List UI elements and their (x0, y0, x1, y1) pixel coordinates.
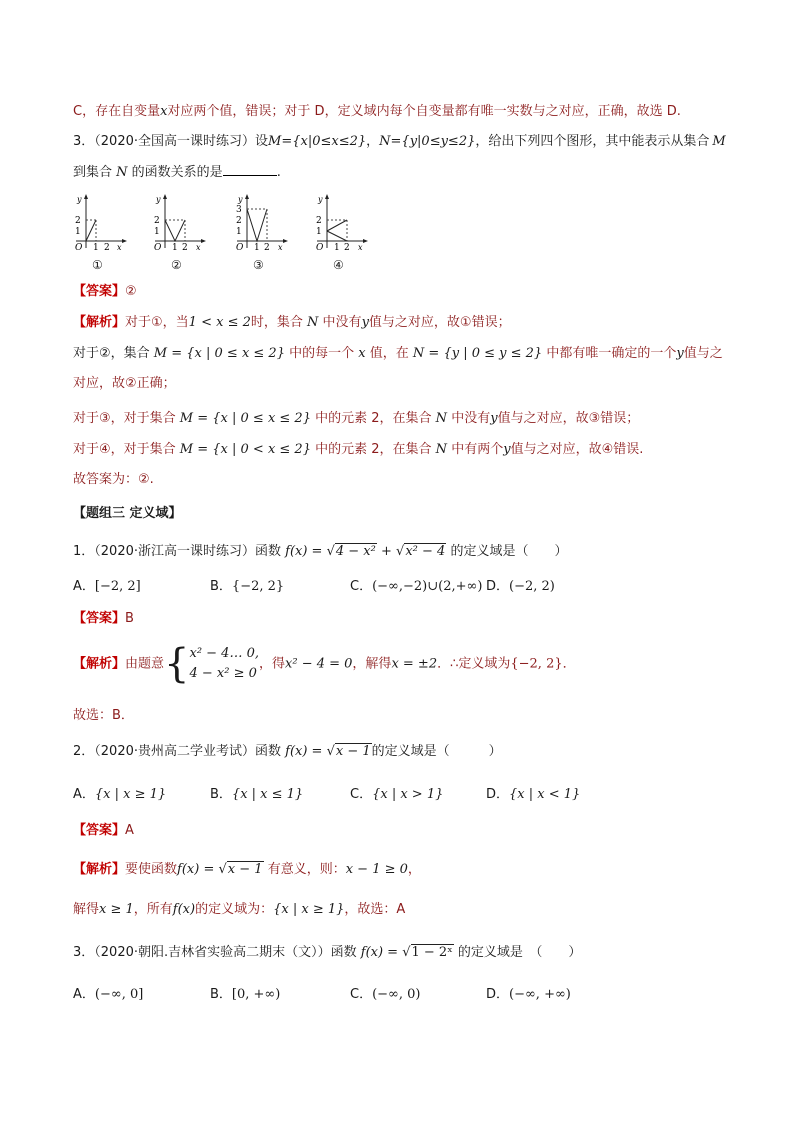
option-value: (−∞, 0] (94, 987, 144, 1002)
text: 中没有 (451, 411, 491, 426)
option-label: D． (486, 987, 510, 1002)
text: 的定义域是 （ ） (457, 945, 582, 960)
text: 中都有唯一确定的一个 (546, 346, 677, 361)
text: ，给出下列四个图形，其中能表示从集合 (475, 134, 710, 149)
radicand: x² − 4 (405, 544, 446, 559)
svg-text:1: 1 (154, 227, 160, 237)
radicand: 4 − x² (335, 544, 376, 559)
math-var: y (361, 315, 369, 330)
option-label: D． (486, 579, 510, 594)
text: C，存在自变量 (73, 104, 161, 119)
option-label: D． (486, 787, 510, 802)
answer-tag: 【答案】 (73, 611, 126, 626)
math-func: f(x) = (360, 945, 399, 960)
option-a[interactable] (73, 578, 141, 596)
math-op: + (381, 544, 392, 559)
svg-text:2: 2 (182, 243, 188, 253)
option-label: A． (73, 987, 95, 1002)
text: 1．（2020·浙江高一课时练习）函数 (73, 544, 281, 559)
math: x ≥ 1 (99, 902, 134, 917)
s3q3-stem: 3．（2020·朝阳.吉林省实验高二期末（文））函数 f(x) = √1 − 2ˣ 的定义域是 （ ） (73, 945, 582, 960)
answer-tag: 【答案】 (73, 823, 126, 838)
text: ， (407, 862, 421, 877)
section-title (73, 505, 182, 523)
option-a[interactable] (73, 986, 143, 1004)
q3-analysis-line2 (73, 345, 723, 363)
option-c[interactable] (350, 786, 443, 804)
brace: { (164, 641, 190, 687)
svg-text:1: 1 (316, 227, 322, 237)
answer-tag: 【答案】 (73, 284, 126, 299)
s3q2-analysis-line1: 【解析】要使函数f(x) = √x − 1 有意义，则：x − 1 ≥ 0， (73, 862, 421, 877)
text: ，解得 (352, 656, 392, 672)
graph-2 (151, 193, 211, 253)
graph-3-label: ③ (253, 258, 264, 272)
text: ，所有 (133, 902, 173, 917)
text: 对于③，对于集合 (73, 411, 176, 426)
text: 的定义域为： (195, 902, 274, 917)
svg-text:2: 2 (264, 243, 270, 253)
section-title-part: 定义域】 (129, 506, 182, 521)
answer-value: A (125, 823, 134, 838)
svg-text:1: 1 (172, 243, 178, 253)
text: ，故选： (344, 902, 397, 917)
text: 中没有 (322, 315, 362, 330)
s3q2-stem: 2．（2020·贵州高二学业考试）函数 f(x) = √x − 1的定义域是（ ） (73, 744, 502, 759)
svg-text:y: y (238, 195, 243, 204)
svg-text:1: 1 (236, 227, 242, 237)
question-3-stem-line2 (73, 163, 281, 182)
text: 值与之 (683, 346, 723, 361)
prev-analysis-tail (73, 103, 681, 121)
text: 对于②，集合 (73, 346, 150, 361)
svg-text:O: O (75, 243, 83, 253)
svg-text:y: y (77, 195, 82, 204)
q3-answer (73, 283, 137, 301)
math-var: x (358, 346, 366, 361)
math: {x | x ≥ 1} (273, 902, 345, 917)
math-var: N (435, 442, 448, 457)
q3-analysis-line3 (73, 375, 176, 393)
option-value: {x | x < 1} (509, 787, 581, 802)
inequality: x² − 4… 0, (189, 646, 259, 661)
text: 对应，故②正确； (73, 376, 176, 391)
s3q1-answer (73, 610, 134, 628)
math: M = {x | 0 ≤ x ≤ 2} (153, 346, 285, 361)
q3-analysis-line4 (73, 410, 639, 428)
math-var: y (676, 346, 684, 361)
math: x² − 4 = 0 (285, 656, 353, 672)
text: ． (562, 656, 576, 672)
text: 故答案为：②. (73, 472, 154, 487)
analysis-tag: 【解析】 (73, 862, 126, 877)
text: 中有两个 (451, 442, 504, 457)
option-c[interactable] (350, 986, 420, 1004)
option-b[interactable] (210, 578, 284, 596)
text: 到集合 (73, 165, 113, 180)
svg-text:1: 1 (93, 243, 99, 253)
q3-analysis-line1 (73, 314, 511, 332)
option-value: (−∞, 0) (372, 987, 421, 1002)
math-var: N (307, 315, 319, 330)
svg-text:2: 2 (154, 216, 160, 226)
text: 值与之对应，故③错误； (497, 411, 640, 426)
graph-4-label: ④ (333, 258, 344, 272)
svg-text:x: x (117, 243, 122, 252)
svg-text:x: x (278, 243, 283, 252)
graph-4 (313, 193, 373, 253)
s3q1-conclusion (73, 707, 134, 725)
s3q2-answer (73, 822, 134, 840)
q3-analysis-line5 (73, 441, 643, 459)
text: 对于④，对于集合 (73, 442, 176, 457)
option-label: A． (73, 579, 95, 594)
math-var: x (160, 104, 168, 119)
text: 的定义域是（ ） (371, 744, 502, 759)
svg-text:x: x (358, 243, 363, 252)
math-set-m: M={x|0≤x≤2} (268, 134, 367, 149)
option-label: C． (350, 787, 373, 802)
option-b[interactable] (210, 786, 303, 804)
option-value: (−∞,−2)∪(2,+∞) (372, 579, 483, 594)
analysis-tag: 【解析】 (73, 656, 126, 672)
text: 3．（2020·朝阳.吉林省实验高二期末（文））函数 (73, 945, 357, 960)
text: 的函数关系的是 (131, 165, 223, 180)
text: 2．（2020·贵州高二学业考试）函数 (73, 744, 281, 759)
s3q2-analysis-line2 (73, 901, 405, 919)
radicand: x − 1 (227, 862, 263, 877)
option-value: (−∞, +∞) (509, 987, 571, 1002)
text: 值与之对应，故①错误； (368, 315, 511, 330)
text: 有意义，则： (267, 862, 346, 877)
text: 由题意 (125, 656, 165, 672)
option-d[interactable] (486, 578, 555, 596)
svg-text:2: 2 (316, 216, 322, 226)
answer-value: ② (125, 284, 137, 299)
svg-text:O: O (316, 243, 324, 253)
svg-text:1: 1 (254, 243, 260, 253)
math-func: f(x) = (285, 544, 323, 559)
graph-3 (233, 193, 293, 253)
text: 故选：B． (73, 708, 134, 723)
text: ，得 (259, 656, 286, 672)
text: 中的每一个 (289, 346, 355, 361)
svg-text:1: 1 (334, 243, 340, 253)
svg-text:O: O (154, 243, 162, 253)
text: . (276, 165, 281, 180)
option-label: C． (350, 987, 373, 1002)
option-d[interactable] (486, 786, 580, 804)
svg-text:O: O (236, 243, 244, 253)
text: 时，集合 (250, 315, 303, 330)
math: M = {x | 0 ≤ x ≤ 2} (179, 411, 311, 426)
option-value: [−2, 2] (94, 579, 141, 594)
math: x − 1 ≥ 0 (345, 862, 408, 877)
option-value: {x | x ≤ 1} (231, 787, 304, 802)
inequality: 4 − x² ≥ 0 (189, 666, 257, 681)
svg-text:2: 2 (236, 216, 242, 226)
section-title-part: 【题组三 (73, 506, 126, 521)
option-label: A． (73, 787, 95, 802)
option-label: B． (210, 787, 232, 802)
text: 要使函数 (125, 862, 178, 877)
math-var: N (435, 411, 448, 426)
math-var: N (116, 165, 128, 180)
answer-value: A (396, 902, 406, 917)
option-d[interactable] (486, 986, 571, 1004)
math-func: f(x) (172, 902, 196, 917)
answer-value: B (125, 611, 134, 626)
text: 中的元素 2，在集合 (315, 411, 432, 426)
radicand: 1 − 2ˣ (411, 945, 453, 960)
option-label: B． (210, 579, 232, 594)
svg-text:2: 2 (75, 216, 81, 226)
math-set-n: N={y|0≤y≤2} (379, 134, 476, 149)
option-b[interactable] (210, 986, 280, 1004)
question-number: 3． (73, 134, 95, 149)
math-var: M (712, 134, 726, 149)
math-var: y (490, 411, 498, 426)
analysis-tag: 【解析】 (73, 315, 126, 330)
math-var: y (503, 442, 511, 457)
text: 对应两个值，错误；对于 D，定义域内每个自变量都有唯一实数与之对应，正确，故选 D. (167, 104, 681, 119)
text: 值，在 (369, 346, 409, 361)
math-func: f(x) = (177, 862, 215, 877)
math-func: f(x) = (285, 744, 323, 759)
svg-text:y: y (156, 195, 161, 204)
option-a[interactable] (73, 786, 166, 804)
svg-text:y: y (318, 195, 323, 204)
question-source: （2020·全国高一课时练习） (94, 134, 255, 149)
text: 值与之对应，故④错误. (510, 442, 644, 457)
text: ， (366, 134, 380, 149)
math: M = {x | 0 < x ≤ 2} (179, 442, 311, 457)
graph-1-label: ① (92, 258, 103, 272)
question-3-stem (73, 133, 726, 151)
svg-text:x: x (196, 243, 201, 252)
math: {−2, 2} (510, 656, 563, 672)
q3-conclusion (73, 471, 154, 489)
s3q1-stem: 1．（2020·浙江高一课时练习）函数 f(x) = √4 − x² + √x² − 4 的定义域是（ ） (73, 544, 568, 559)
text: 解得 (73, 902, 100, 917)
option-value: (−2, 2) (509, 579, 555, 594)
graph-1 (72, 193, 132, 253)
option-value: {x | x > 1} (372, 787, 444, 802)
option-value: {−2, 2} (231, 579, 285, 594)
math: 1 < x ≤ 2 (188, 315, 251, 330)
math: N = {y | 0 ≤ y ≤ 2} (412, 346, 543, 361)
s3q1-analysis (73, 641, 576, 687)
text: 设 (255, 134, 269, 149)
option-value: [0, +∞) (231, 987, 281, 1002)
svg-text:3: 3 (236, 205, 242, 215)
answer-blank (223, 163, 277, 176)
text: 的定义域是（ ） (450, 544, 568, 559)
option-label: B． (210, 987, 232, 1002)
text: 对于①，当 (125, 315, 189, 330)
math: x = ±2 (391, 656, 438, 672)
option-c[interactable] (350, 578, 482, 596)
svg-text:2: 2 (104, 243, 110, 253)
svg-text:2: 2 (344, 243, 350, 253)
inequality-system (189, 644, 259, 684)
svg-text:1: 1 (75, 227, 81, 237)
option-label: C． (350, 579, 373, 594)
text: 中的元素 2，在集合 (315, 442, 432, 457)
option-value: {x | x ≥ 1} (94, 787, 167, 802)
text: ．∴定义域为 (437, 656, 511, 672)
graph-2-label: ② (171, 258, 182, 272)
radicand: x − 1 (335, 744, 371, 759)
